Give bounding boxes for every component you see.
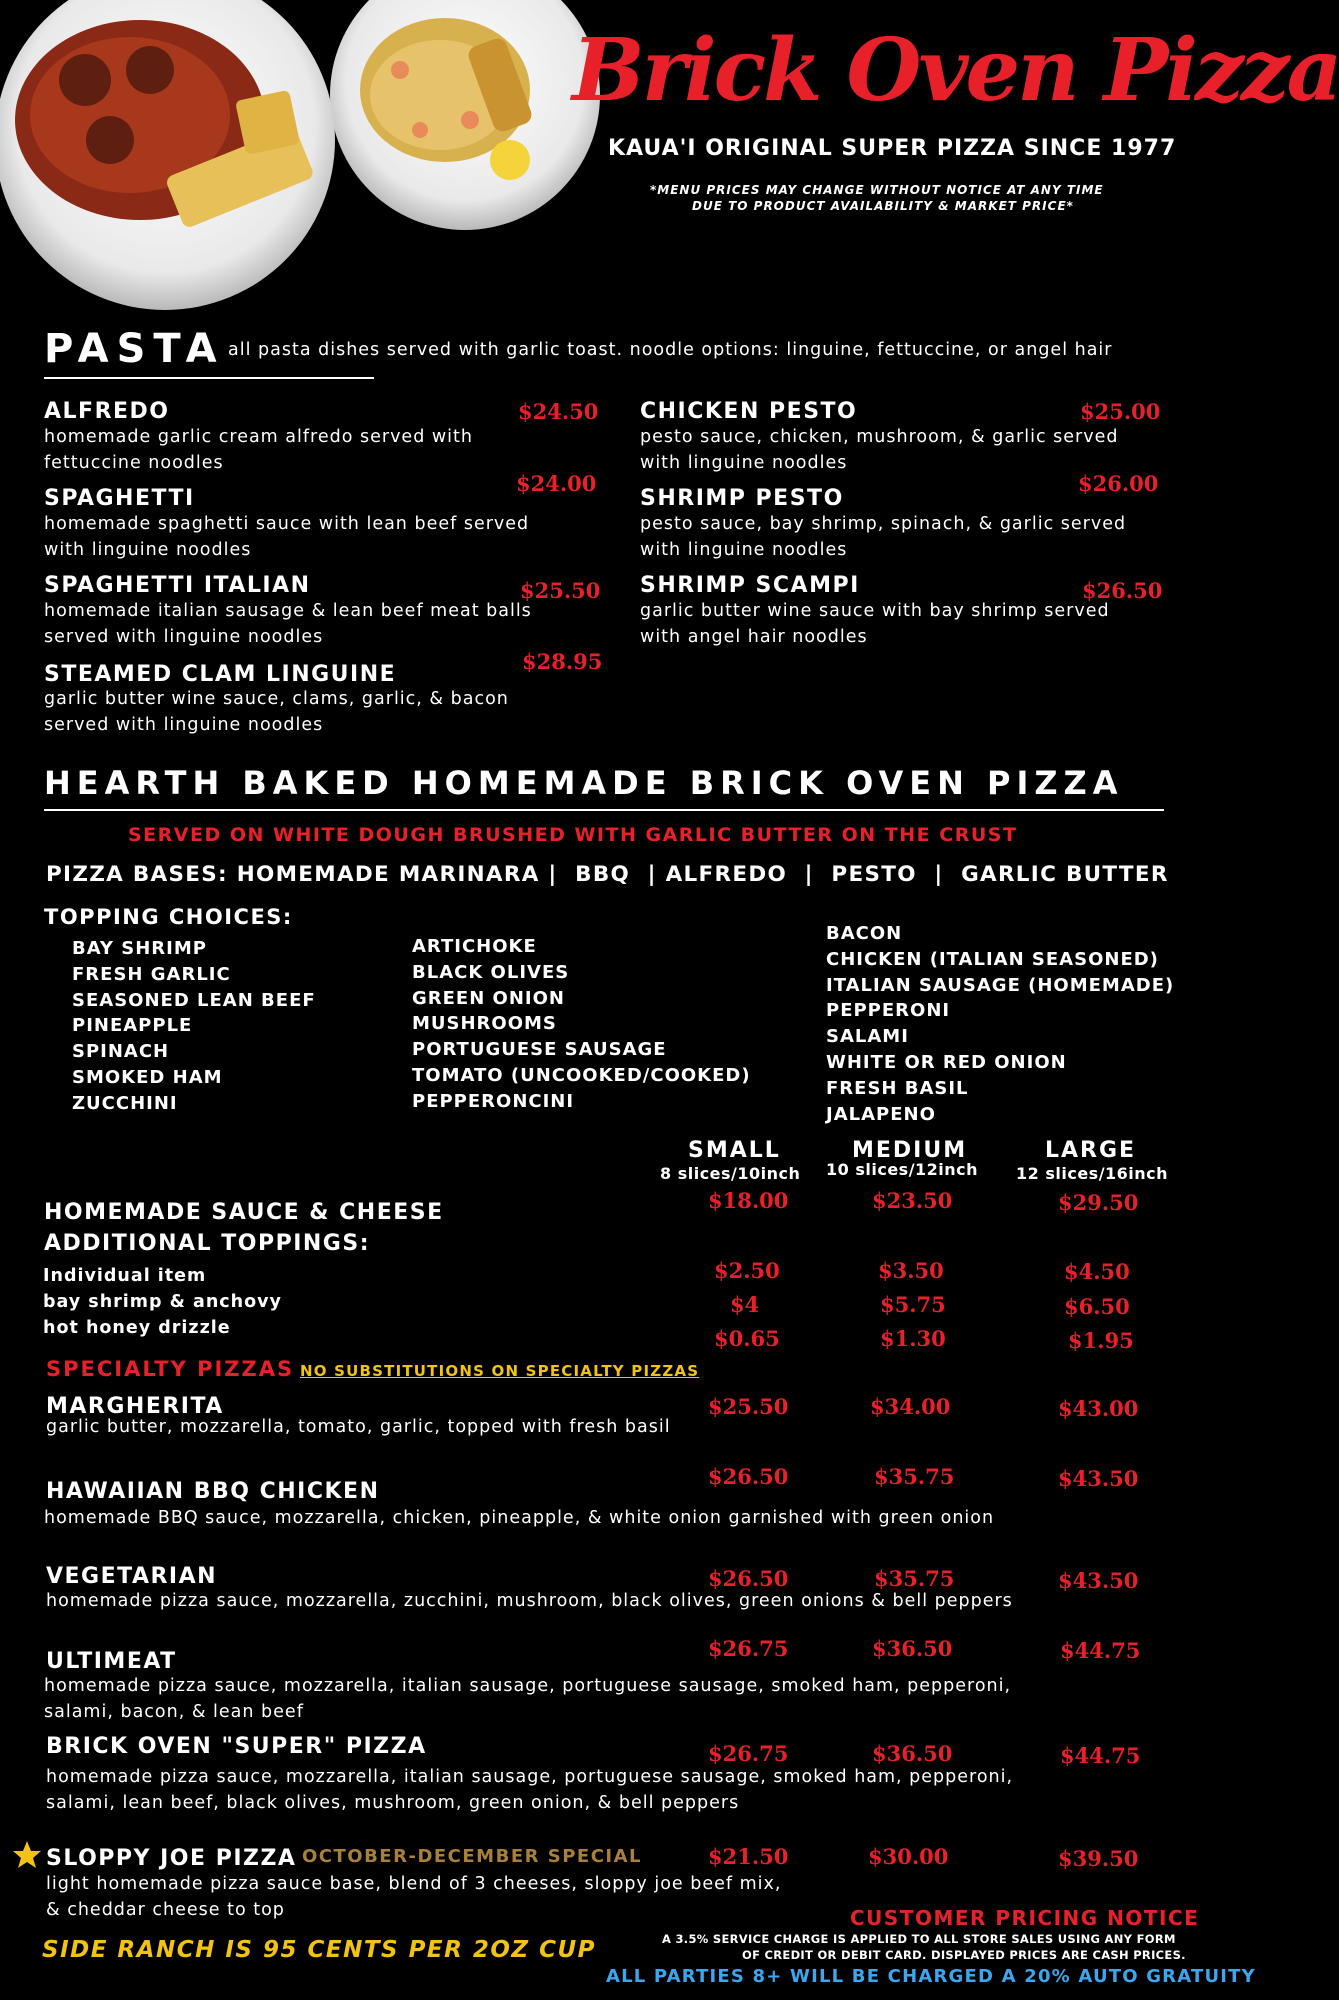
specialty-price-medium: $36.50 xyxy=(872,1741,953,1766)
price-notice-line-1: *MENU PRICES MAY CHANGE WITHOUT NOTICE AT ANY TIME xyxy=(650,183,1104,197)
specialty-price-medium: $35.75 xyxy=(874,1464,955,1489)
specialty-price-small: $26.50 xyxy=(708,1566,789,1591)
pasta-price: $24.50 xyxy=(518,399,599,424)
specialty-desc: garlic butter, mozzarella, tomato, garlic, topped with fresh basil xyxy=(46,1417,671,1437)
additional-price-medium: $1.30 xyxy=(880,1326,946,1351)
topping-item: PEPPERONCINI xyxy=(412,1090,575,1112)
specialty-name: VEGETARIAN xyxy=(46,1564,218,1589)
specialty-price-medium: $36.50 xyxy=(872,1636,953,1661)
specialty-price-small: $26.75 xyxy=(708,1636,789,1661)
specialty-price-large: $44.75 xyxy=(1060,1743,1141,1768)
specialty-desc: & cheddar cheese to top xyxy=(46,1900,285,1920)
pasta-desc: homemade garlic cream alfredo served with xyxy=(44,427,473,447)
toppings-label: TOPPING CHOICES: xyxy=(44,905,293,929)
specialty-name: MARGHERITA xyxy=(46,1394,224,1419)
topping-item: FRESH GARLIC xyxy=(72,963,231,985)
pricing-notice-line-2: OF CREDIT OR DEBIT CARD. DISPLAYED PRICES ARE CASH PRICES. xyxy=(742,1948,1186,1962)
size-large-detail: 12 slices/16inch xyxy=(1016,1164,1169,1183)
pizza-divider xyxy=(44,809,1164,811)
specialty-desc: salami, lean beef, black olives, mushroom, green onion, & bell peppers xyxy=(46,1793,740,1813)
seasonal-special-note: OCTOBER-DECEMBER SPECIAL xyxy=(302,1846,642,1867)
pasta-name: SHRIMP SCAMPI xyxy=(640,573,860,598)
pasta-desc: with linguine noodles xyxy=(640,540,848,560)
pasta-price: $26.50 xyxy=(1082,578,1163,603)
topping-item: MUSHROOMS xyxy=(412,1013,557,1035)
pasta-title: PASTA xyxy=(44,326,225,372)
side-ranch-note: SIDE RANCH IS 95 CENTS PER 2OZ CUP xyxy=(42,1937,597,1963)
topping-item: PEPPERONI xyxy=(826,1000,951,1022)
logo: Brick Oven Pizza xyxy=(572,20,1339,121)
specialty-desc: homemade pizza sauce, mozzarella, italian sausage, portuguese sausage, smoked ham, pepperoni, xyxy=(44,1676,1012,1696)
topping-item: BACON xyxy=(826,923,903,944)
pasta-desc: served with linguine noodles xyxy=(44,627,324,647)
pasta-name: ALFREDO xyxy=(44,399,170,424)
additional-item: hot honey drizzle xyxy=(43,1318,231,1338)
toppings-column-1 xyxy=(72,938,316,1119)
pasta-name: SPAGHETTI ITALIAN xyxy=(44,573,311,598)
size-small-label: SMALL xyxy=(688,1138,781,1163)
specialty-name: SLOPPY JOE PIZZA xyxy=(46,1846,297,1871)
tagline: KAUA'I ORIGINAL SUPER PIZZA SINCE 1977 xyxy=(608,136,1177,161)
topping-item: BAY SHRIMP xyxy=(72,938,207,959)
pasta-desc: fettuccine noodles xyxy=(44,453,224,473)
additional-price-large: $6.50 xyxy=(1064,1294,1130,1319)
served-note: SERVED ON WHITE DOUGH BRUSHED WITH GARLIC BUTTER ON THE CRUST xyxy=(128,824,1018,846)
topping-item: SALAMI xyxy=(826,1026,909,1048)
pasta-photo xyxy=(0,0,600,310)
size-small-detail: 8 slices/10inch xyxy=(660,1164,801,1183)
topping-item: SMOKED HAM xyxy=(72,1066,223,1088)
pasta-price: $26.00 xyxy=(1078,471,1159,496)
topping-item: BLACK OLIVES xyxy=(412,961,570,983)
pricing-notice-line-1: A 3.5% SERVICE CHARGE IS APPLIED TO ALL STORE SALES USING ANY FORM xyxy=(662,1932,1176,1946)
topping-item: PINEAPPLE xyxy=(72,1015,193,1037)
additional-item: bay shrimp & anchovy xyxy=(43,1292,282,1312)
star-icon xyxy=(12,1840,42,1870)
additional-price-small: $0.65 xyxy=(714,1326,780,1351)
specialty-price-medium: $34.00 xyxy=(870,1394,951,1419)
specialty-name: HAWAIIAN BBQ CHICKEN xyxy=(46,1479,380,1504)
topping-item: FRESH BASIL xyxy=(826,1077,969,1099)
specialty-price-small: $26.50 xyxy=(708,1464,789,1489)
specialty-desc: homemade BBQ sauce, mozzarella, chicken, pineapple, & white onion garnished with green onion xyxy=(44,1508,995,1528)
specialty-price-large: $43.50 xyxy=(1058,1568,1139,1593)
toppings-column-3 xyxy=(826,923,1174,1129)
sauce-cheese-label: HOMEMADE SAUCE & CHEESE xyxy=(44,1200,444,1225)
additional-price-medium: $3.50 xyxy=(878,1258,944,1283)
additional-price-small: $2.50 xyxy=(714,1258,780,1283)
topping-item: ITALIAN SAUSAGE (HOMEMADE) xyxy=(826,974,1175,996)
pizza-bases: PIZZA BASES: HOMEMADE MARINARA | BBQ | ALFREDO | PESTO | GARLIC BUTTER xyxy=(46,862,1169,887)
additional-price-medium: $5.75 xyxy=(880,1292,946,1317)
pasta-desc: served with linguine noodles xyxy=(44,715,324,735)
specialty-price-large: $43.00 xyxy=(1058,1396,1139,1421)
pasta-price: $24.00 xyxy=(516,471,597,496)
specialty-name: ULTIMEAT xyxy=(46,1649,177,1674)
toppings-column-2 xyxy=(412,936,751,1117)
pasta-desc: homemade spaghetti sauce with lean beef served xyxy=(44,514,530,534)
specialty-price-small: $26.75 xyxy=(708,1741,789,1766)
specialty-desc: salami, bacon, & lean beef xyxy=(44,1702,304,1722)
specialty-desc: light homemade pizza sauce base, blend of 3 cheeses, sloppy joe beef mix, xyxy=(46,1874,782,1894)
topping-item: ARTICHOKE xyxy=(412,936,537,957)
specialty-price-medium: $30.00 xyxy=(868,1844,949,1869)
pasta-name: SHRIMP PESTO xyxy=(640,486,844,511)
specialty-price-medium: $35.75 xyxy=(874,1566,955,1591)
size-medium-label: MEDIUM xyxy=(852,1138,968,1163)
additional-item: Individual item xyxy=(43,1266,207,1286)
topping-item: WHITE OR RED ONION xyxy=(826,1051,1067,1073)
topping-item: CHICKEN (ITALIAN SEASONED) xyxy=(826,948,1159,970)
pasta-desc: garlic butter wine sauce with bay shrimp served xyxy=(640,601,1110,621)
pizza-title: HEARTH BAKED HOMEMADE BRICK OVEN PIZZA xyxy=(44,764,1124,802)
pasta-name: STEAMED CLAM LINGUINE xyxy=(44,662,397,687)
additional-toppings-label: ADDITIONAL TOPPINGS: xyxy=(44,1231,371,1256)
specialty-price-small: $25.50 xyxy=(708,1394,789,1419)
size-large-label: LARGE xyxy=(1045,1138,1137,1163)
pasta-name: SPAGHETTI xyxy=(44,486,195,511)
pasta-price: $25.50 xyxy=(520,578,601,603)
pasta-desc: with angel hair noodles xyxy=(640,627,868,647)
pricing-notice-title: CUSTOMER PRICING NOTICE xyxy=(850,1906,1200,1930)
topping-item: SEASONED LEAN BEEF xyxy=(72,989,316,1011)
pasta-desc: homemade italian sausage & lean beef meat balls xyxy=(44,601,532,621)
sauce-cheese-price-medium: $23.50 xyxy=(872,1188,953,1213)
additional-price-large: $4.50 xyxy=(1064,1259,1130,1284)
pasta-desc: garlic butter wine sauce, clams, garlic, & bacon xyxy=(44,689,509,709)
price-notice-line-2: DUE TO PRODUCT AVAILABILITY & MARKET PRICE* xyxy=(692,199,1074,213)
topping-item: SPINACH xyxy=(72,1041,170,1063)
gratuity-note: ALL PARTIES 8+ WILL BE CHARGED A 20% AUTO GRATUITY xyxy=(606,1966,1256,1987)
specialty-desc: homemade pizza sauce, mozzarella, zucchini, mushroom, black olives, green onions & bell peppers xyxy=(46,1591,1013,1611)
pasta-desc: with linguine noodles xyxy=(640,453,848,473)
specialty-price-large: $44.75 xyxy=(1060,1638,1141,1663)
specialty-price-large: $39.50 xyxy=(1058,1846,1139,1871)
topping-item: ZUCCHINI xyxy=(72,1092,178,1114)
pasta-price: $25.00 xyxy=(1080,399,1161,424)
sauce-cheese-price-large: $29.50 xyxy=(1058,1190,1139,1215)
additional-price-large: $1.95 xyxy=(1068,1328,1134,1353)
pasta-name: CHICKEN PESTO xyxy=(640,399,858,424)
pasta-price: $28.95 xyxy=(522,649,603,674)
sauce-cheese-price-small: $18.00 xyxy=(708,1188,789,1213)
pasta-subtitle: all pasta dishes served with garlic toast. noodle options: linguine, fettuccine, or angel hair xyxy=(228,340,1113,360)
specialty-price-large: $43.50 xyxy=(1058,1466,1139,1491)
pasta-desc: pesto sauce, chicken, mushroom, & garlic served xyxy=(640,427,1119,447)
no-substitutions-note: NO SUBSTITUTIONS ON SPECIALTY PIZZAS xyxy=(300,1362,700,1380)
specialty-title: SPECIALTY PIZZAS xyxy=(46,1357,295,1381)
additional-price-small: $4 xyxy=(730,1292,760,1317)
specialty-desc: homemade pizza sauce, mozzarella, italian sausage, portuguese sausage, smoked ham, pepperoni, xyxy=(46,1767,1014,1787)
topping-item: TOMATO (UNCOOKED/COOKED) xyxy=(412,1064,751,1086)
pasta-divider xyxy=(44,377,374,379)
pasta-desc: with linguine noodles xyxy=(44,540,252,560)
topping-item: PORTUGUESE SAUSAGE xyxy=(412,1039,667,1061)
topping-item: GREEN ONION xyxy=(412,987,565,1009)
topping-item: JALAPENO xyxy=(826,1103,936,1125)
pasta-desc: pesto sauce, bay shrimp, spinach, & garlic served xyxy=(640,514,1127,534)
size-medium-detail: 10 slices/12inch xyxy=(826,1160,979,1179)
specialty-price-small: $21.50 xyxy=(708,1844,789,1869)
specialty-name: BRICK OVEN "SUPER" PIZZA xyxy=(46,1734,427,1759)
